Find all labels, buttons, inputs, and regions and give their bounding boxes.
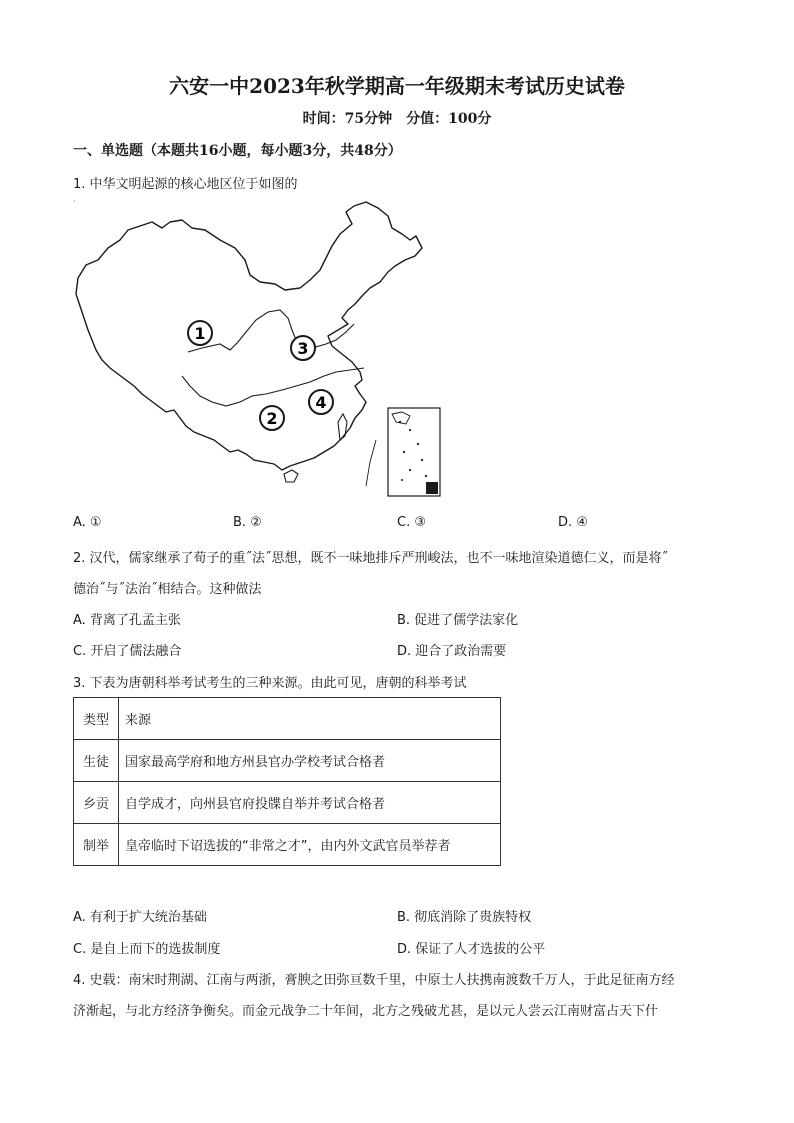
table-header-row — [74, 698, 501, 740]
marker-1-label: 1 — [194, 324, 206, 343]
inset-legend-box — [426, 482, 438, 494]
q2-option-d: D. 迎合了政治需要 — [397, 644, 507, 659]
taiwan-island — [338, 414, 347, 440]
table-row — [74, 782, 501, 824]
q3-option-c: C. 是自上而下的选拔制度 — [73, 942, 221, 957]
q1-option-a: A. ① — [73, 515, 102, 530]
marker-2-label: 2 — [266, 409, 278, 428]
question-4-stem-line-2: 济渐起，与北方经济争衡矣。而金元战争二十年间，北方之残破尤甚，是以元人尝云江南财富占天下什 — [73, 1004, 659, 1019]
marker-1 — [188, 321, 212, 345]
marker-4 — [309, 390, 333, 414]
marker-4-label: 4 — [315, 393, 327, 412]
table-row — [74, 740, 501, 782]
question-1-stem: 1. 中华文明起源的核心地区位于如图的 — [73, 177, 298, 192]
q3-option-a: A. 有利于扩大统治基础 — [73, 910, 207, 925]
marker-3-label: 3 — [297, 339, 309, 358]
page-title: 六安一中2023年秋学期高一年级期末考试历史试卷 — [169, 74, 625, 98]
table-cell: 皇帝临时下诏选拔的“非常之才”，由内外文武官员举荐者 — [119, 824, 501, 866]
hainan-island — [284, 470, 298, 482]
stray-dot: · — [73, 197, 76, 206]
marker-3 — [291, 336, 315, 360]
q1-option-c: C. ③ — [397, 515, 426, 530]
exam-time-score: 时间：75分钟 分值：100分 — [302, 111, 492, 127]
table-header-cell: 类型 — [74, 698, 119, 740]
section-heading: 一、单选题（本题共16小题，每小题3分，共48分） — [73, 143, 402, 159]
q2-option-c: C. 开启了儒法融合 — [73, 644, 182, 659]
marker-2 — [260, 406, 284, 430]
dashed-boundary — [366, 440, 376, 486]
question-4-stem-line-1: 4. 史载：南宋时荆湖、江南与两浙，膏腴之田弥亘数千里，中原士人扶携南渡数千万人，于此足征南方经 — [73, 973, 675, 988]
china-map — [70, 200, 450, 500]
yellow-river — [188, 310, 354, 352]
china-outline — [76, 202, 422, 470]
table-cell: 生徒 — [74, 740, 119, 782]
q3-option-b: B. 彻底消除了贵族特权 — [397, 910, 532, 925]
table-cell: 乡贡 — [74, 782, 119, 824]
q1-option-d: D. ④ — [558, 515, 588, 530]
question-2-stem-line-2: 德治˝与˝法治˝相结合。这种做法 — [73, 582, 262, 597]
exam-source-table — [73, 697, 501, 866]
table-header-cell: 来源 — [119, 698, 501, 740]
question-2-stem-line-1: 2. 汉代，儒家继承了荀子的重˝法˝思想，既不一味地排斥严刑峻法，也不一味地渲染道德仁义，而是将˝ — [73, 551, 669, 566]
q1-option-b: B. ② — [233, 515, 262, 530]
q3-option-d: D. 保证了人才选拔的公平 — [397, 942, 546, 957]
q2-option-b: B. 促进了儒学法家化 — [397, 613, 519, 628]
question-3-stem: 3. 下表为唐朝科举考试考生的三种来源。由此可见，唐朝的科举考试 — [73, 676, 467, 691]
yangtze-river — [182, 368, 364, 406]
q2-option-a: A. 背离了孔孟主张 — [73, 613, 181, 628]
table-cell: 自学成才，向州县官府投牒自举并考试合格者 — [119, 782, 501, 824]
table-row — [74, 824, 501, 866]
table-cell: 制举 — [74, 824, 119, 866]
table-cell: 国家最高学府和地方州县官办学校考试合格者 — [119, 740, 501, 782]
